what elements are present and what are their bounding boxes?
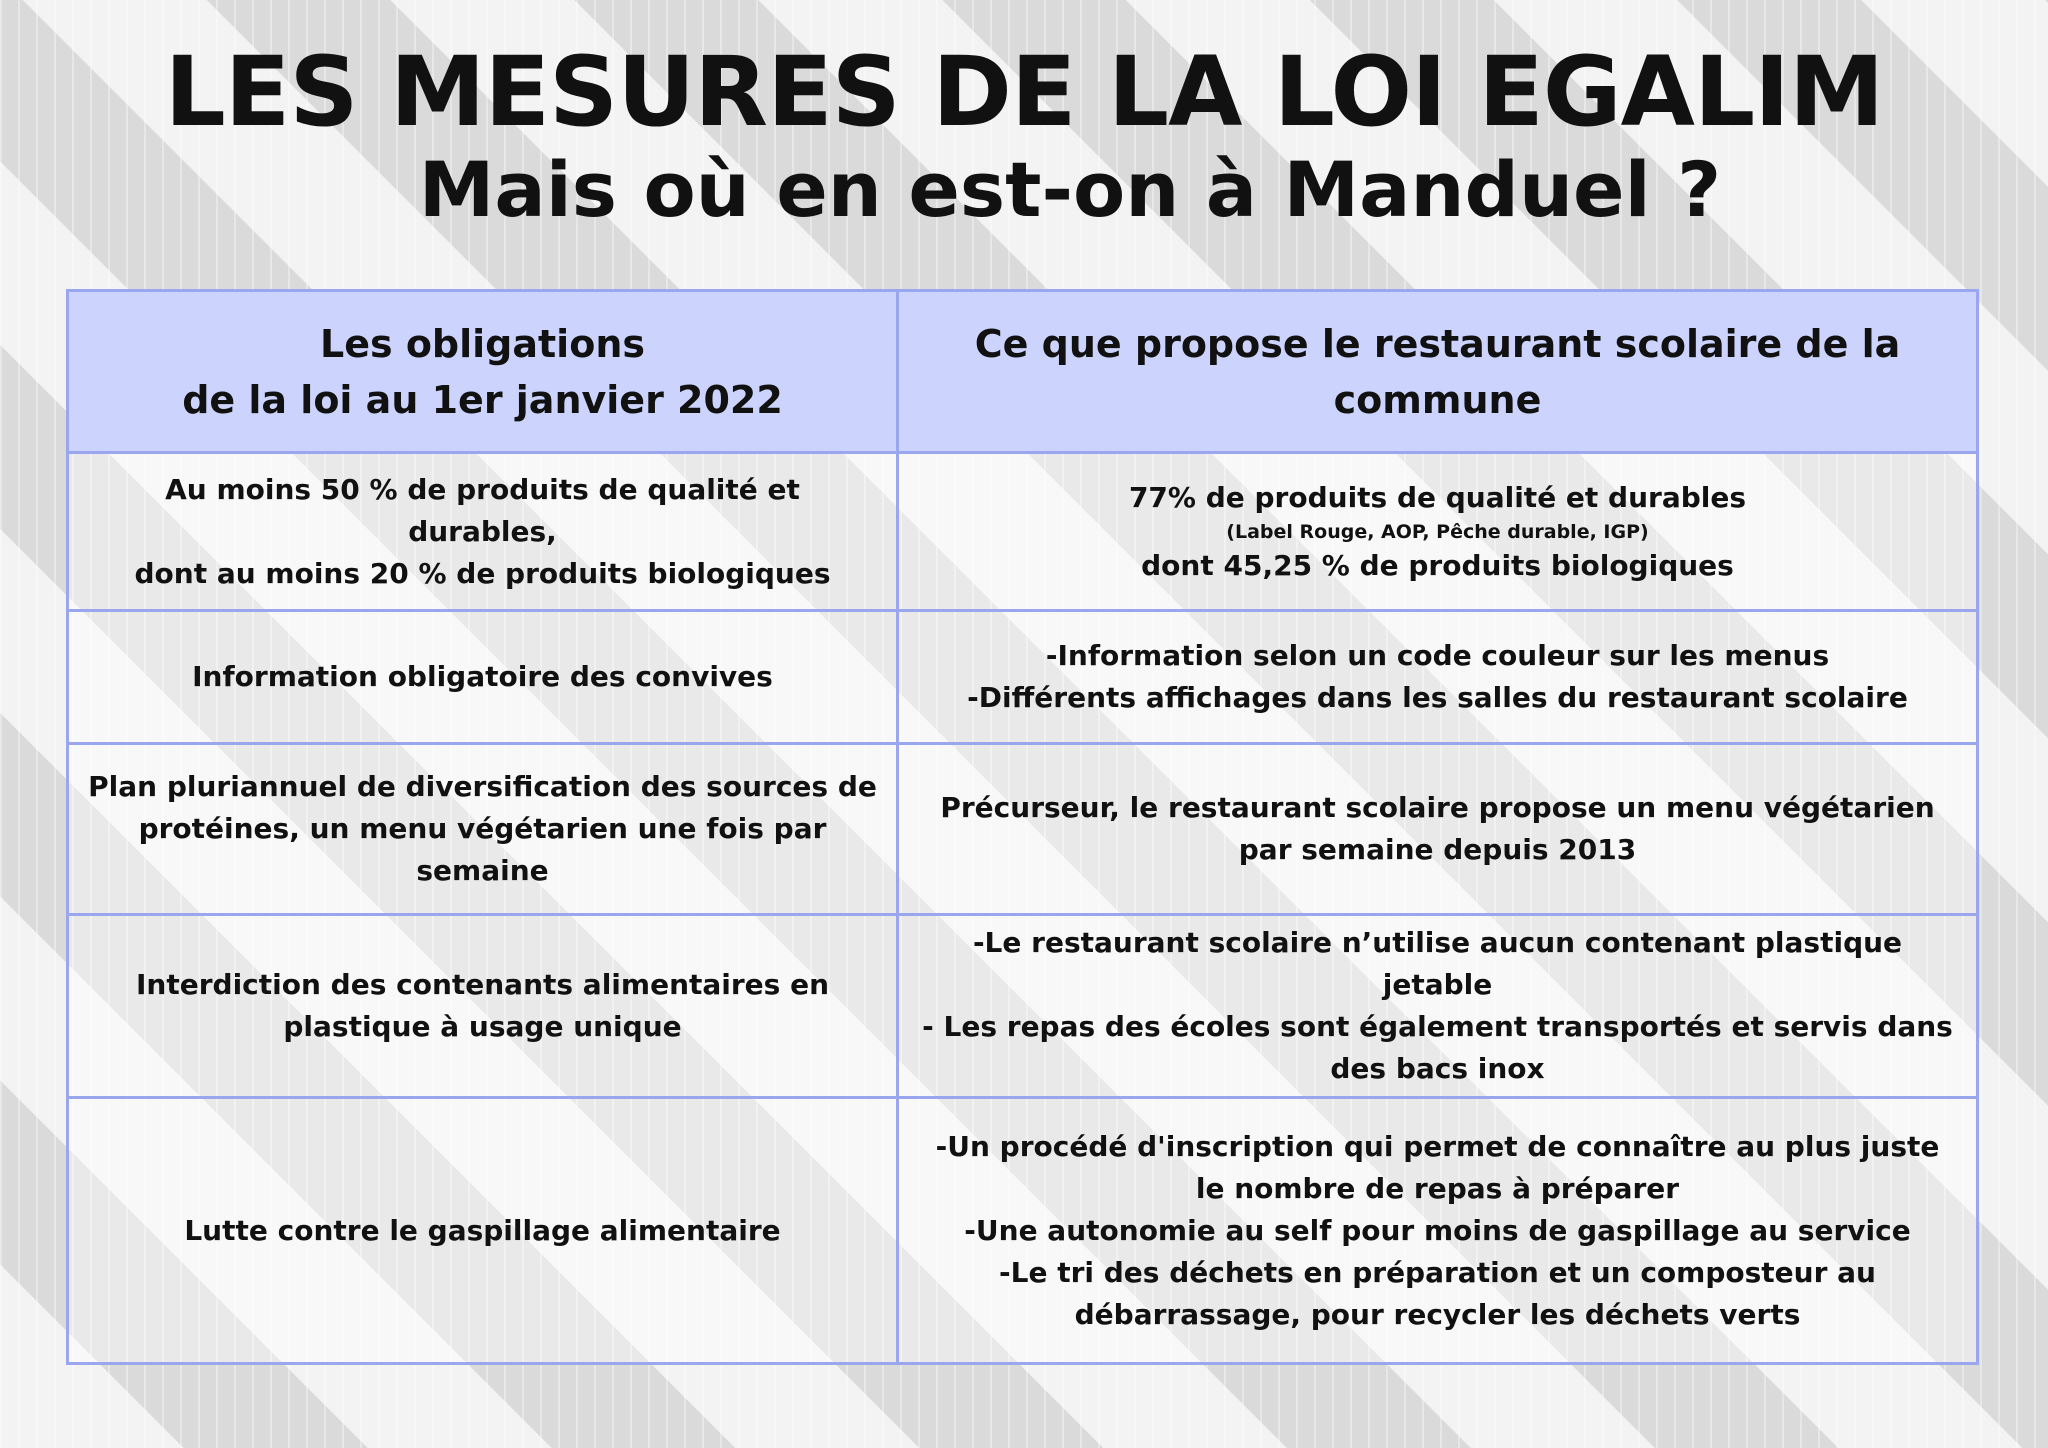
proposal-line: dont 45,25 % de produits biologiques xyxy=(1141,548,1734,582)
obligation-line: Au moins 50 % de produits de qualité et durables, xyxy=(165,472,800,548)
proposal-cell-plastic-ban xyxy=(898,915,1978,1098)
proposal-line: 77% de produits de qualité et durables xyxy=(1128,480,1747,514)
proposal-line: -Un procédé d'inscription qui permet de connaître au plus juste le nombre de repas à préparer xyxy=(935,1129,1940,1205)
header-obligations-line: de la loi au 1er janvier 2022 xyxy=(182,377,783,422)
obligation-line: dont au moins 20 % de produits biologiques xyxy=(134,556,831,590)
proposal-line: -Différents affichages dans les salles du restaurant scolaire xyxy=(967,681,1908,714)
header-proposals-line: Ce que propose le restaurant scolaire de la commune xyxy=(974,321,1901,422)
proposal-line: -Information selon un code couleur sur les menus xyxy=(1045,639,1830,672)
proposal-cell-quality-products xyxy=(898,453,1978,611)
header-obligations-line: Les obligations xyxy=(319,321,645,366)
proposal-line: -Une autonomie au self pour moins de gaspillage au service xyxy=(964,1213,1911,1247)
proposal-cell-vegetarian-menu xyxy=(898,744,1978,915)
header-obligations xyxy=(68,291,898,453)
proposal-line: -Le restaurant scolaire n’utilise aucun contenant plastique jetable xyxy=(972,926,1903,1001)
poster-title: LES MESURES DE LA LOI EGALIM xyxy=(164,36,1884,148)
table-row xyxy=(68,915,1978,1098)
proposal-cell-food-waste xyxy=(898,1098,1978,1364)
proposal-line: - Les repas des écoles sont également transportés et servis dans des bacs inox xyxy=(922,1010,1953,1085)
table-row xyxy=(68,1098,1978,1364)
proposal-cell-guest-information xyxy=(898,611,1978,744)
poster-subtitle: Mais où en est-on à Manduel ? xyxy=(418,145,1722,234)
obligation-line: Plan pluriannuel de diversification des sources de protéines, un menu végétarien une fois par semaine xyxy=(88,770,877,887)
table-row xyxy=(68,453,1978,611)
obligation-cell-protein-diversification xyxy=(68,744,898,915)
obligation-line: Lutte contre le gaspillage alimentaire xyxy=(184,1213,781,1247)
labels-note: (Label Rouge, AOP, Pêche durable, IGP) xyxy=(1226,520,1649,543)
obligation-cell-quality-products xyxy=(68,453,898,611)
proposal-line: Précurseur, le restaurant scolaire propose un menu végétarien par semaine depuis 2013 xyxy=(940,791,1935,866)
obligation-cell-plastic-ban xyxy=(68,915,898,1098)
obligation-line: Interdiction des contenants alimentaires en plastique à usage unique xyxy=(135,968,830,1043)
proposal-line: -Le tri des déchets en préparation et un composteur au débarrassage, pour recycler les déchets verts xyxy=(999,1255,1876,1331)
obligation-cell-food-waste xyxy=(68,1098,898,1364)
table-row xyxy=(68,744,1978,915)
table-header-row xyxy=(68,291,1978,453)
table-row xyxy=(68,611,1978,744)
header-proposals xyxy=(898,291,1978,453)
obligation-cell-guest-information xyxy=(68,611,898,744)
obligation-line: Information obligatoire des convives xyxy=(192,660,773,693)
egalim-measures-table xyxy=(66,289,1979,1365)
